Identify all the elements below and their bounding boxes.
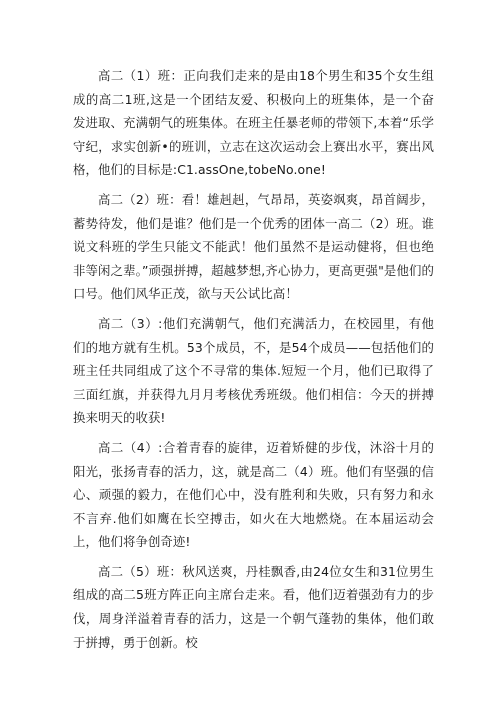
- paragraph-class-3: 高二（3）:他们充满朝气，他们充满活力，在校园里，有他们的地方就有生机。53个成员，不，是54个成员——包括他们的班主任共同组成了这个不寻常的集体.短短一个月，他们已取得了三面红旗，并获得九月月考核优秀班级。他们相信：今天的拼搏换来明天的收获!: [73, 315, 434, 426]
- paragraph-class-2: 高二（2）班：看！雄赳赳，气昂昂，英姿飒爽，昂首阔步，蓄势待发，他们是谁？他们是一个优秀的团体一高二（2）班。谁说文科班的学生只能文不能武！他们虽然不是运动健将，但也绝非等闲之辈。”顽强拼搏，超越梦想,齐心协力，更高更强"是他们的口号。他们风华正茂，欲与天公试比高！: [73, 191, 434, 302]
- paragraph-class-4: 高二（4）:合着青春的旋律，迈着矫健的步伐，沐浴十月的阳光，张扬青春的活力，这，就是高二（4）班。他们有坚强的信心、顽强的毅力，在他们心中，没有胜利和失败，只有努力和永不言弃.他们如鹰在长空搏击，如火在大地燃烧。在本届运动会上，他们将争创奇迹!: [73, 439, 434, 550]
- paragraph-class-5: 高二（5）班：秋风送爽，丹桂飘香,由24位女生和31位男生组成的高二5班方阵正向主席台走来。看，他们迈着强劲有力的步伐，周身洋溢着青春的活力，这是一个朝气蓬勃的集体，他们敢于拼搏，勇于创新。校: [73, 563, 434, 650]
- paragraph-class-1: 高二（1）班：正向我们走来的是由18个男生和35个女生组成的高二1班,这是一个团结友爱、积极向上的班集体，是一个奋发进取、充满朝气的班集体。在班主任暴老师的带领下,本着“乐学守纪，求实创新•的班训，立志在这次运动会上赛出水平，赛出风格，他们的目标是:C1.assOne,tobeNo.one!: [73, 68, 434, 178]
- document-body: [73, 64, 434, 660]
